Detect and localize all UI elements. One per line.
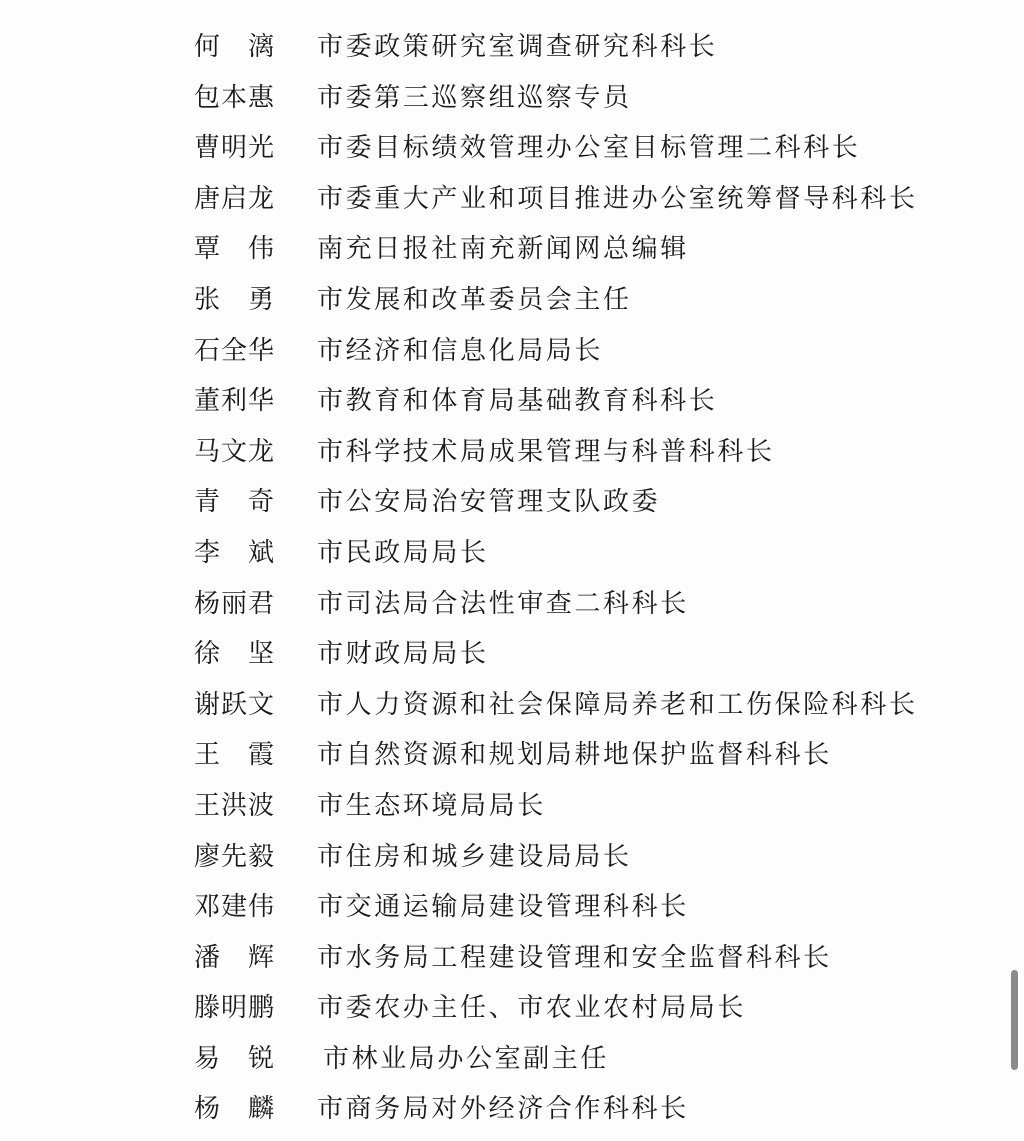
person-name: 董利华 bbox=[194, 386, 276, 417]
person-name: 石全华 bbox=[194, 335, 276, 366]
person-title: 市科学技术局成果管理与科普科科长 bbox=[317, 436, 775, 467]
person-title: 市经济和信息化局局长 bbox=[317, 335, 604, 366]
person-name: 滕明鹏 bbox=[194, 993, 276, 1024]
person-name: 包本惠 bbox=[194, 82, 276, 113]
person-name: 覃 伟 bbox=[194, 234, 276, 265]
person-name: 徐 坚 bbox=[194, 639, 276, 670]
list-item bbox=[0, 376, 1000, 427]
person-name: 王 霞 bbox=[194, 740, 276, 771]
person-title: 市人力资源和社会保障局养老和工伤保险科科长 bbox=[317, 689, 918, 720]
list-item bbox=[0, 427, 1000, 478]
list-item bbox=[0, 1034, 1000, 1085]
list-item bbox=[0, 983, 1000, 1034]
person-name: 唐启龙 bbox=[194, 183, 276, 214]
person-title: 市民政局局长 bbox=[317, 537, 489, 568]
list-item bbox=[0, 730, 1000, 781]
person-title: 市司法局合法性审查二科科长 bbox=[317, 588, 689, 619]
list-item bbox=[0, 477, 1000, 528]
person-title: 市自然资源和规划局耕地保护监督科科长 bbox=[317, 740, 832, 771]
person-title: 市发展和改革委员会主任 bbox=[317, 284, 632, 315]
list-item bbox=[0, 629, 1000, 680]
list-item bbox=[0, 882, 1000, 933]
list-item bbox=[0, 326, 1000, 377]
personnel-list bbox=[0, 22, 1000, 1135]
person-name: 青 奇 bbox=[194, 487, 276, 518]
person-name: 易 锐 bbox=[194, 1043, 276, 1074]
person-title: 市交通运输局建设管理科科长 bbox=[317, 892, 689, 923]
person-name: 何 漓 bbox=[194, 32, 276, 62]
list-item bbox=[0, 933, 1000, 984]
list-item bbox=[0, 781, 1000, 832]
list-item bbox=[0, 579, 1000, 630]
person-title: 南充日报社南充新闻网总编辑 bbox=[317, 234, 689, 265]
person-name: 潘 辉 bbox=[194, 942, 276, 973]
person-name: 杨丽君 bbox=[194, 588, 276, 619]
person-name: 廖先毅 bbox=[194, 841, 276, 872]
person-name: 王洪波 bbox=[194, 790, 276, 821]
person-name: 曹明光 bbox=[194, 133, 276, 164]
person-name: 杨 麟 bbox=[194, 1094, 276, 1125]
person-title: 市委目标绩效管理办公室目标管理二科科长 bbox=[317, 133, 861, 164]
person-name: 马文龙 bbox=[194, 436, 276, 467]
list-item bbox=[0, 528, 1000, 579]
person-title: 市林业局办公室副主任 bbox=[323, 1043, 610, 1074]
person-title: 市委第三巡察组巡察专员 bbox=[317, 82, 632, 113]
person-title: 市公安局治安管理支队政委 bbox=[317, 487, 661, 518]
list-item bbox=[0, 174, 1000, 225]
person-title: 市财政局局长 bbox=[317, 639, 489, 670]
person-title: 市水务局工程建设管理和安全监督科科长 bbox=[317, 942, 832, 973]
person-title: 市委重大产业和项目推进办公室统筹督导科科长 bbox=[317, 183, 918, 214]
list-item bbox=[0, 832, 1000, 883]
person-title: 市商务局对外经济合作科科长 bbox=[317, 1094, 689, 1125]
person-title: 市委政策研究室调查研究科科长 bbox=[317, 32, 718, 62]
person-name: 谢跃文 bbox=[194, 689, 276, 720]
person-title: 市教育和体育局基础教育科科长 bbox=[317, 386, 718, 417]
person-title: 市生态环境局局长 bbox=[317, 790, 546, 821]
list-item bbox=[0, 123, 1000, 174]
list-item bbox=[0, 275, 1000, 326]
list-item bbox=[0, 224, 1000, 275]
list-item bbox=[0, 1084, 1000, 1135]
list-item bbox=[0, 22, 1000, 73]
person-name: 李 斌 bbox=[194, 537, 276, 568]
list-item bbox=[0, 73, 1000, 124]
person-name: 邓建伟 bbox=[194, 892, 276, 923]
person-name: 张 勇 bbox=[194, 284, 276, 315]
person-title: 市住房和城乡建设局局长 bbox=[317, 841, 632, 872]
scrollbar-thumb[interactable] bbox=[1011, 970, 1018, 1070]
list-item bbox=[0, 680, 1000, 731]
person-title: 市委农办主任、市农业农村局局长 bbox=[317, 993, 747, 1024]
